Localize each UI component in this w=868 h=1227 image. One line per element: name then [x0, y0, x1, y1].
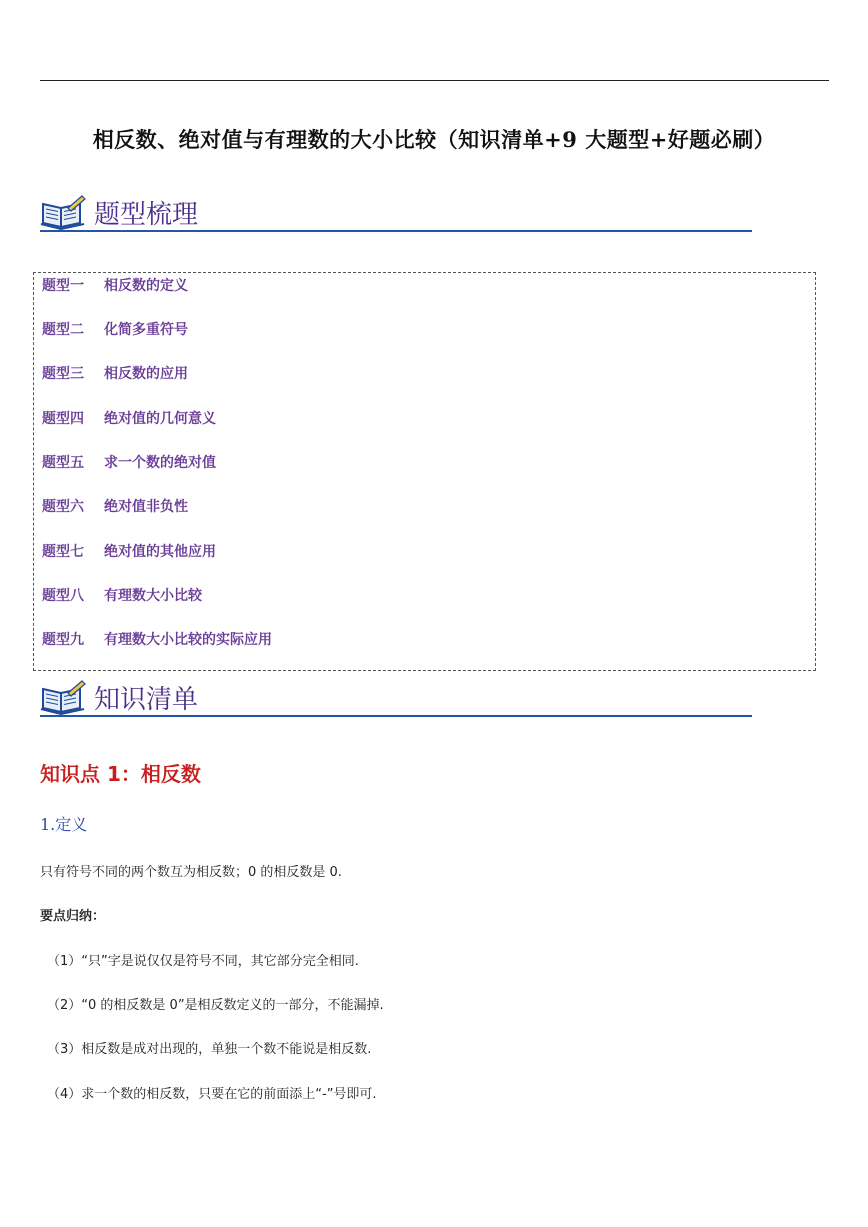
book-pen-icon: [40, 194, 86, 230]
list-item: 题型四 绝对值的几何意义: [42, 411, 216, 427]
summary-label: 要点归纳：: [40, 909, 106, 924]
definition-subtitle: 1.定义: [40, 815, 88, 834]
list-item: 题型一 相反数的定义: [42, 278, 188, 294]
list-item: 题型七 绝对值的其他应用: [42, 544, 216, 560]
summary-point: （4）求一个数的相反数，只要在它的前面添上“-”号即可.: [47, 1087, 377, 1102]
header-rule: [40, 80, 829, 81]
knowledge-point-title: 知识点 1：相反数: [40, 762, 201, 786]
section-header-types: [40, 192, 752, 232]
list-item: 题型六 绝对值非负性: [42, 499, 188, 515]
list-item: 题型八 有理数大小比较: [42, 588, 202, 604]
list-item: 题型五 求一个数的绝对值: [42, 455, 216, 471]
section-underline: [40, 715, 752, 717]
question-types-list: [33, 272, 816, 671]
section-underline: [40, 230, 752, 232]
summary-point: （2）“0 的相反数是 0”是相反数定义的一部分，不能漏掉.: [47, 998, 384, 1013]
list-item: 题型二 化简多重符号: [42, 322, 188, 338]
section-label-types: 题型梳理: [94, 200, 199, 230]
section-header-knowledge: [40, 677, 752, 717]
book-pen-icon: [40, 679, 86, 715]
document-title: 相反数、绝对值与有理数的大小比较（知识清单+9 大题型+好题必刷）: [92, 127, 776, 152]
definition-text: 只有符号不同的两个数互为相反数；0 的相反数是 0.: [40, 865, 342, 880]
list-item: 题型九 有理数大小比较的实际应用: [42, 632, 272, 648]
summary-point: （3）相反数是成对出现的，单独一个数不能说是相反数.: [47, 1042, 372, 1057]
section-label-knowledge: 知识清单: [94, 685, 199, 715]
summary-point: （1）“只”字是说仅仅是符号不同，其它部分完全相同.: [47, 954, 359, 969]
list-item: 题型三 相反数的应用: [42, 366, 188, 382]
